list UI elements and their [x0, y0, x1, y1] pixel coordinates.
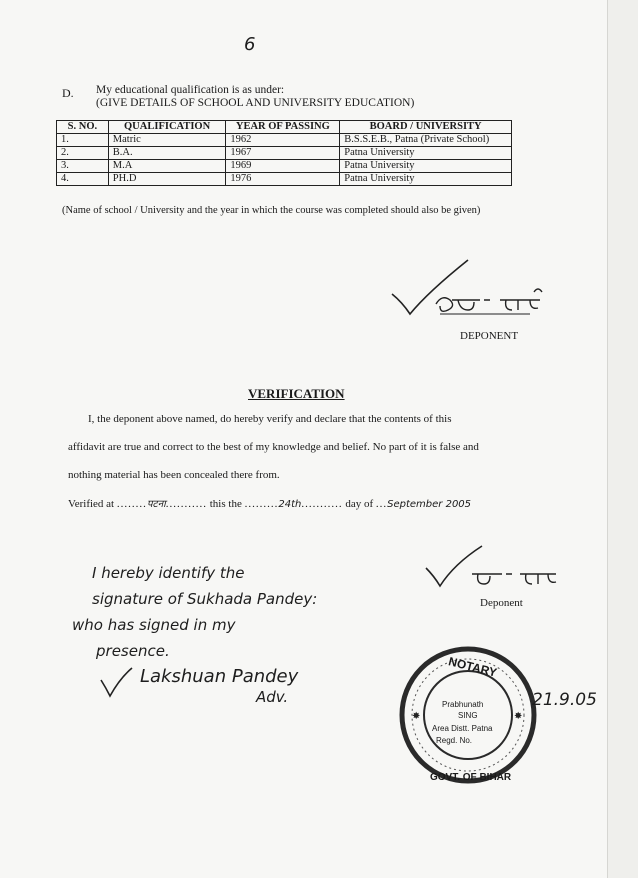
identification-line-4: presence. [96, 642, 170, 660]
verification-title: VERIFICATION [248, 386, 345, 401]
cell-year: 1967 [226, 147, 340, 160]
this-the-label: this the [209, 498, 242, 510]
advocate-signature: Lakshuan Pandey [140, 666, 299, 687]
table-header-row [57, 121, 512, 134]
table-row [57, 147, 512, 160]
page-edge [607, 0, 638, 878]
verified-at-label: Verified at [68, 498, 115, 510]
deponent-signature-2 [420, 544, 570, 600]
table-row [57, 134, 512, 147]
stamp-inner-4: Regd. No. [436, 736, 473, 745]
stamp-date: 21.9.05 [532, 690, 597, 710]
cell-year: 1969 [226, 160, 340, 173]
cell-board: B.S.S.E.B., Patna (Private School) [340, 134, 512, 147]
section-subtitle: (GIVE DETAILS OF SCHOOL AND UNIVERSITY EDUCATION) [96, 97, 415, 109]
identification-line-1: I hereby identify the [92, 564, 245, 582]
cell-sno: 1. [57, 134, 109, 147]
header-year: YEAR OF PASSING [226, 121, 340, 134]
cell-year: 1976 [226, 173, 340, 186]
cell-sno: 4. [57, 173, 109, 186]
identification-line-2: signature of Sukhada Pandey: [92, 590, 318, 608]
cell-sno: 3. [57, 160, 109, 173]
deponent-signature-1 [388, 256, 568, 334]
header-board: BOARD / UNIVERSITY [340, 121, 512, 134]
cell-qualification: M.A [108, 160, 226, 173]
header-sno: S. NO. [57, 121, 109, 134]
verification-line-1: I, the deponent above named, do hereby verify and declare that the contents of this [88, 413, 452, 425]
section-heading [96, 84, 414, 110]
verified-day: 24th [278, 499, 302, 510]
stamp-inner-2: SING [458, 711, 478, 720]
verified-place: पटना [146, 499, 166, 510]
cell-qualification: Matric [108, 134, 226, 147]
day-of-label: day of [345, 498, 374, 510]
stamp-bottom-text: GOVT. OF BIHAR [430, 772, 512, 783]
svg-text:✸: ✸ [412, 711, 421, 722]
verified-at-row: Verified at ........पटना........... this the .........24th........... day of ...September 2005 [68, 498, 472, 510]
table-row [57, 160, 512, 173]
verification-line-3: nothing material has been concealed there from. [68, 469, 280, 481]
stamp-inner-1: Prabhunath [442, 700, 484, 709]
section-title: My educational qualification is as under: [96, 84, 285, 96]
deponent-label: DEPONENT [460, 330, 519, 342]
verification-line-2: affidavit are true and correct to the best of my knowledge and belief. No part of it is false and [68, 441, 479, 453]
table-note: (Name of school / University and the year in which the course was completed should also be given) [62, 205, 481, 216]
cell-qualification: B.A. [108, 147, 226, 160]
cell-board: Patna University [340, 160, 512, 173]
table-row [57, 173, 512, 186]
cell-board: Patna University [340, 173, 512, 186]
cell-board: Patna University [340, 147, 512, 160]
advocate-designation: Adv. [256, 688, 289, 706]
cell-qualification: PH.D [108, 173, 226, 186]
identification-line-3: who has signed in my [72, 616, 236, 634]
svg-text:✸: ✸ [514, 711, 523, 722]
cell-sno: 2. [57, 147, 109, 160]
deponent-small-label: Deponent [480, 597, 523, 609]
verified-month: September 2005 [387, 499, 472, 510]
education-table [56, 120, 512, 186]
page-number: 6 [244, 34, 256, 55]
tick-mark [98, 666, 138, 700]
stamp-inner-3: Area Distt. Patna [432, 724, 493, 733]
cell-year: 1962 [226, 134, 340, 147]
header-qualification: QUALIFICATION [108, 121, 226, 134]
stamp-top-text: NOTARY [447, 654, 499, 680]
section-letter: D. [62, 86, 74, 100]
